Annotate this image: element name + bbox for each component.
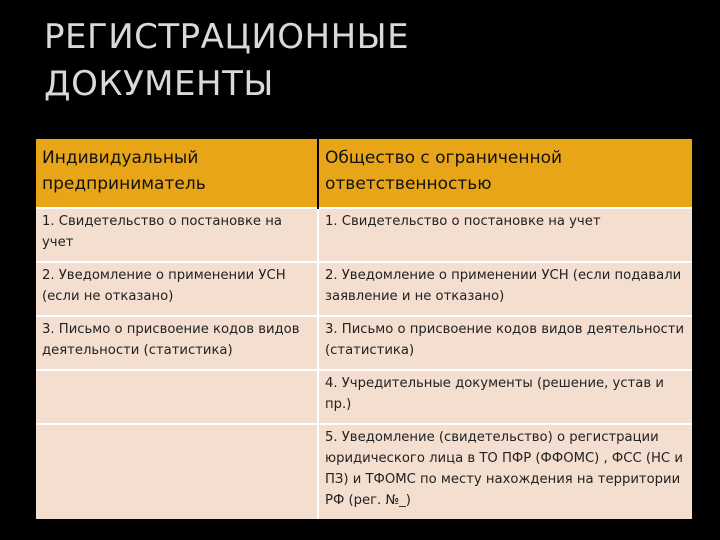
header-individual-entrepreneur: Индивидуальный предприниматель — [36, 139, 318, 208]
slide-title-line-1: РЕГИСТРАЦИОННЫЕ — [44, 17, 410, 57]
table-row — [36, 370, 692, 424]
table-cell-llc: 3. Письмо о присвоение кодов видов деятельности (статистика) — [318, 316, 692, 370]
table-header-row — [36, 139, 692, 208]
header-llc: Общество с ограниченной ответственностью — [318, 139, 692, 208]
slide-title-line-2: ДОКУМЕНТЫ — [44, 64, 274, 104]
table-cell-llc: 2. Уведомление о применении УСН (если подавали заявление и не отказано) — [318, 262, 692, 316]
table-cell-llc: 4. Учредительные документы (решение, устав и пр.) — [318, 370, 692, 424]
documents-table — [36, 139, 692, 519]
table-cell-ie-empty — [36, 424, 318, 519]
table-cell-ie-empty — [36, 370, 318, 424]
table-cell-llc: 5. Уведомление (свидетельство) о регистрации юридического лица в ТО ПФР (ФФОМС) , ФСС (НС и ПЗ) и ТФОМС по месту нахождения на территории РФ (рег. №_) — [318, 424, 692, 519]
table-row — [36, 424, 692, 519]
table-cell-ie: 3. Письмо о присвоение кодов видов деятельности (статистика) — [36, 316, 318, 370]
slide-title — [44, 14, 684, 108]
table-cell-ie: 1. Свидетельство о постановке на учет — [36, 208, 318, 262]
table-row — [36, 316, 692, 370]
table-cell-llc: 1. Свидетельство о постановке на учет — [318, 208, 692, 262]
table-row — [36, 262, 692, 316]
table-row — [36, 208, 692, 262]
table-cell-ie: 2. Уведомление о применении УСН (если не отказано) — [36, 262, 318, 316]
